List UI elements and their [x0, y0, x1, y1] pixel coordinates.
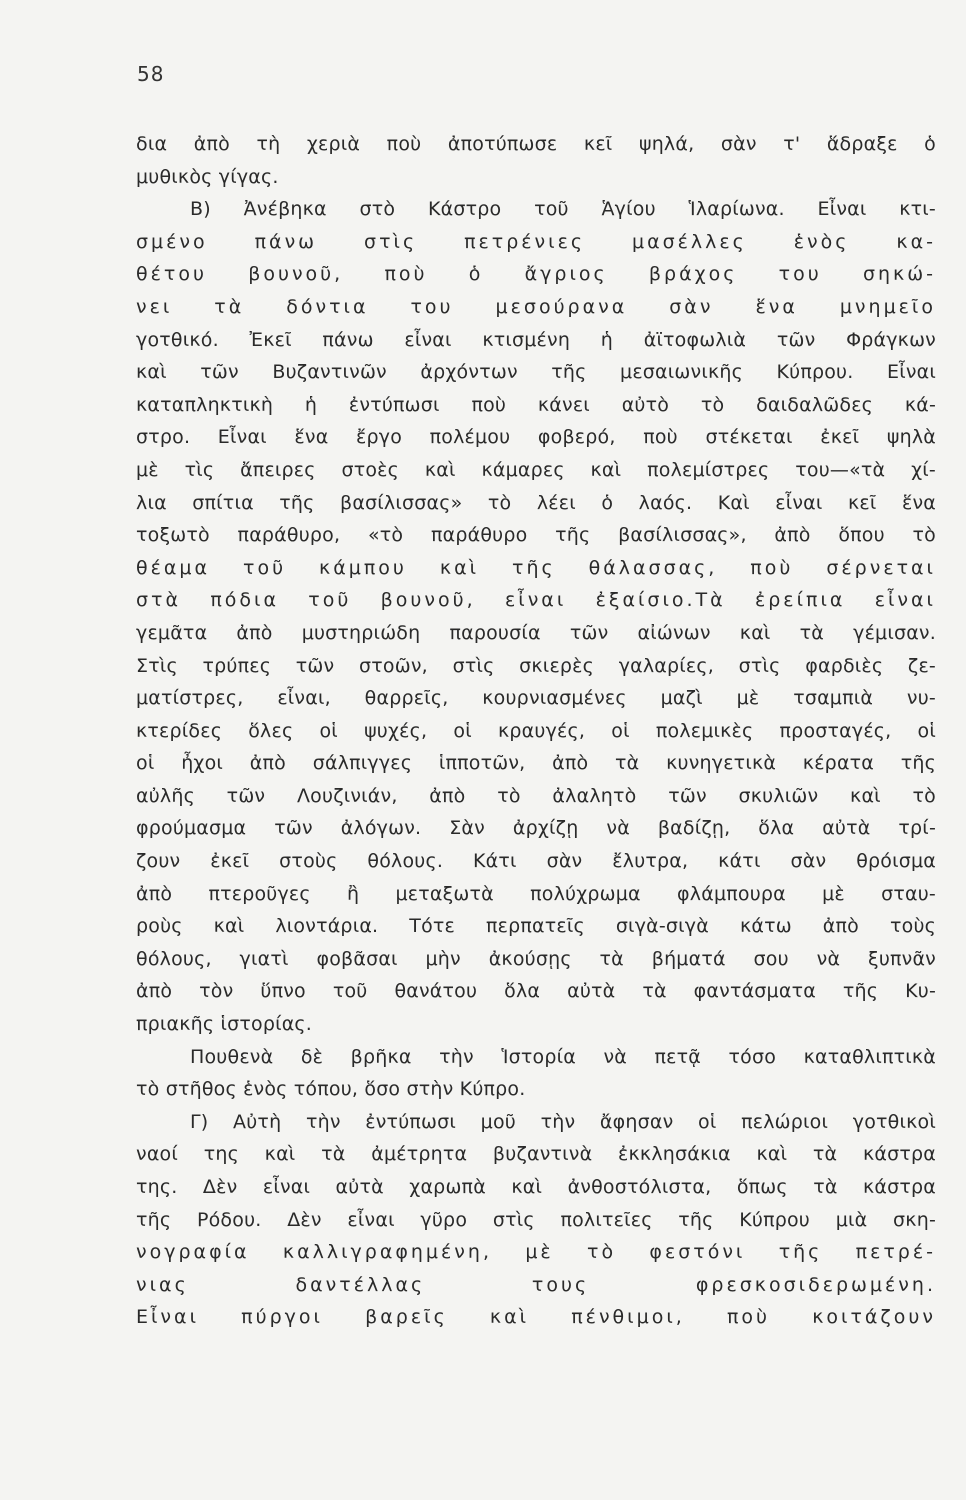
text-line: αὐλῆς τῶν Λουζινιάν, ἀπὸ τὸ ἀλαλητὸ τῶν σκυλιῶν καὶ τὸ: [136, 784, 936, 807]
text-line: νιας δαντέλλας τους φρεσκοσιδερωμένη.: [136, 1273, 936, 1296]
text-line: θέαμα τοῦ κάμπου καὶ τῆς θάλασσας, ποὺ σέρνεται: [136, 556, 936, 579]
text-line: θόλους, γιατὶ φοβᾶσαι μὴν ἀκούσῃς τὰ βήματά σου νὰ ξυπνᾶν: [136, 947, 936, 970]
text-line: Στὶς τρύπες τῶν στοῶν, στὶς σκιερὲς γαλαρίες, στὶς φαρδιὲς ζε-: [136, 654, 936, 677]
text-line: μὲ τὶς ἄπειρες στοὲς καὶ κάμαρες καὶ πολεμίστρες του—«τὰ χί-: [136, 458, 936, 481]
text-line: γοτθικό. Ἐκεῖ πάνω εἶναι κτισμένη ἡ ἀϊτοφωλιὰ τῶν Φράγκων: [136, 328, 936, 351]
page-number: 58: [137, 62, 165, 86]
text-line: Β) Ἀνέβηκα στὸ Κάστρο τοῦ Ἁγίου Ἱλαρίωνα. Εἶναι κτι-: [190, 198, 936, 221]
text-line: πριακῆς ἱστορίας.: [136, 1013, 313, 1036]
text-line: Εἶναι πύργοι βαρεῖς καὶ πένθιμοι, ποὺ κοιτάζουν: [136, 1306, 936, 1329]
text-line: καὶ τῶν Βυζαντινῶν ἀρχόντων τῆς μεσαιωνικῆς Κύπρου. Εἶναι: [136, 361, 936, 384]
text-line: της. Δὲν εἶναι αὐτὰ χαρωπὰ καὶ ἀνθοστόλιστα, ὅπως τὰ κάστρα: [136, 1176, 936, 1198]
body-text: [136, 128, 936, 1334]
text-line: ζουν ἐκεῖ στοὺς θόλους. Κάτι σὰν ἔλυτρα, κάτι σὰν θρόισμα: [136, 850, 936, 873]
text-line: φρούμασμα τῶν ἀλόγων. Σὰν ἀρχίζῃ νὰ βαδίζῃ, ὅλα αὐτὰ τρί-: [136, 817, 936, 840]
text-line: καταπληκτικὴ ἡ ἐντύπωσι ποὺ κάνει αὐτὸ τὸ δαιδαλῶδες κά-: [136, 393, 936, 416]
text-line: κτερίδες ὅλες οἱ ψυχές, οἱ κραυγές, οἱ πολεμικὲς προσταγές, οἱ: [136, 719, 936, 742]
text-line: τῆς Ρόδου. Δὲν εἶναι γῦρο στὶς πολιτεῖες τῆς Κύπρου μιὰ σκη-: [136, 1208, 936, 1231]
text-line: οἱ ἦχοι ἀπὸ σάλπιγγες ἱπποτῶν, ἀπὸ τὰ κυνηγετικὰ κέρατα τῆς: [136, 752, 936, 775]
text-line: γεμᾶτα ἀπὸ μυστηριώδη παρουσία τῶν αἰώνων καὶ τὰ γέμισαν.: [136, 621, 936, 644]
text-line: στὰ πόδια τοῦ βουνοῦ, εἶναι ἐξαίσιο.Τὰ ἐρείπια εἶναι: [136, 589, 936, 612]
text-line: Πουθενὰ δὲ βρῆκα τὴν Ἱστορία νὰ πετᾷ τόσο καταθλιπτικὰ: [190, 1045, 936, 1068]
text-line: δια ἀπὸ τὴ χεριὰ ποὺ ἀποτύπωσε κεῖ ψηλά, σὰν τ' ἅδραξε ὁ: [136, 133, 936, 155]
text-line: θέτου βουνοῦ, ποὺ ὁ ἄγριος βράχος του σηκώ-: [136, 263, 936, 286]
text-line: σμένο πάνω στὶς πετρένιες μασέλλες ἑνὸς κα-: [136, 230, 936, 253]
text-line: ἀπὸ πτεροῦγες ἢ μεταξωτὰ πολύχρωμα φλάμπουρα μὲ σταυ-: [136, 882, 936, 905]
text-line: ναοί της καὶ τὰ ἀμέτρητα βυζαντινὰ ἐκκλησάκια καὶ τὰ κάστρα: [136, 1143, 936, 1166]
text-line: τοξωτὸ παράθυρο, «τὸ παράθυρο τῆς βασίλισσας», ἀπὸ ὅπου τὸ: [136, 524, 936, 547]
text-line: μυθικὸς γίγας.: [136, 165, 279, 188]
text-line: νογραφία καλλιγραφημένη, μὲ τὸ φεστόνι τῆς πετρέ-: [136, 1241, 936, 1264]
text-line: λια σπίτια τῆς βασίλισσας» τὸ λέει ὁ λαός. Καὶ εἶναι κεῖ ἕνα: [136, 491, 936, 514]
text-line: στρο. Εἶναι ἕνα ἔργο πολέμου φοβερό, ποὺ στέκεται ἐκεῖ ψηλὰ: [136, 426, 936, 449]
text-line: Γ) Αὐτὴ τὴν ἐντύπωσι μοῦ τὴν ἄφησαν οἱ πελώριοι γοτθικοὶ: [190, 1110, 936, 1133]
text-line: ἀπὸ τὸν ὕπνο τοῦ θανάτου ὅλα αὐτὰ τὰ φαντάσματα τῆς Κυ-: [136, 980, 936, 1003]
text-line: ματίστρες, εἶναι, θαρρεῖς, κουρνιασμένες μαζὶ μὲ τσαμπιὰ νυ-: [136, 687, 936, 710]
text-line: νει τὰ δόντια του μεσούρανα σὰν ἕνα μνημεῖο: [136, 295, 936, 318]
text-line: ροὺς καὶ λιοντάρια. Τότε περπατεῖς σιγὰ-σιγὰ κάτω ἀπὸ τοὺς: [136, 915, 936, 938]
text-line: τὸ στῆθος ἑνὸς τόπου, ὅσο στὴν Κύπρο.: [136, 1078, 526, 1101]
